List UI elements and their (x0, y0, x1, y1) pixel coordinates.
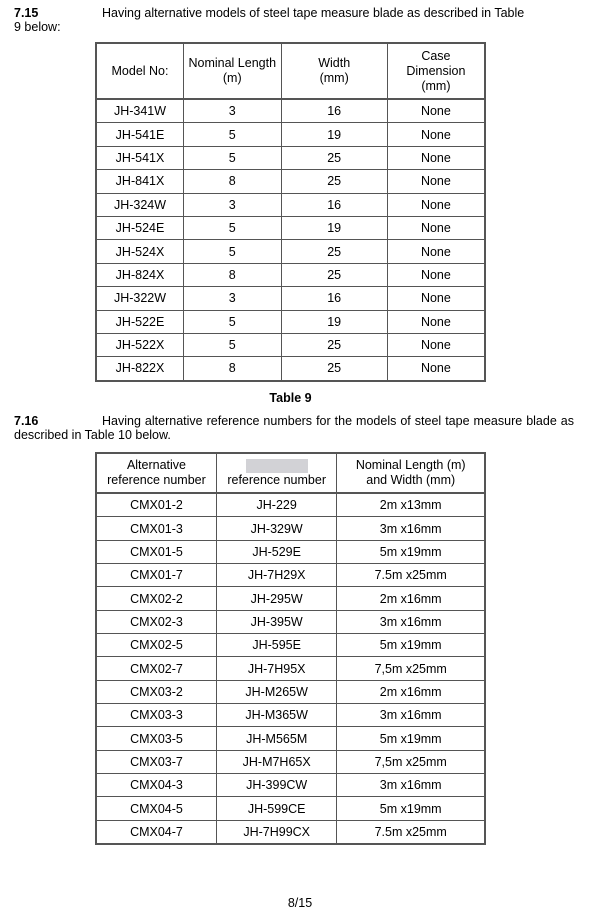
table-cell: JH-M565M (216, 727, 336, 750)
table-row (96, 493, 485, 517)
header-nominal-length: Nominal Length (m) (184, 43, 282, 99)
table-cell: JH-324W (96, 193, 184, 216)
table-cell: 2m x13mm (337, 493, 485, 517)
clause-text-line1: Having alternative models of steel tape measure blade as described in Table (102, 6, 525, 20)
redacted-text (246, 459, 308, 473)
table-cell: 19 (281, 310, 387, 333)
table-cell: JH-522X (96, 333, 184, 356)
table-cell: JH-329W (216, 517, 336, 540)
table-cell: 5 (184, 240, 282, 263)
header-reference-number-label: reference number (227, 473, 326, 487)
table-cell: 19 (281, 123, 387, 146)
table-cell: None (387, 99, 485, 123)
table-row (96, 540, 485, 563)
clause-7-16 (14, 414, 574, 442)
table-cell: CMX02-2 (96, 587, 216, 610)
table-cell: 7.5m x25mm (337, 564, 485, 587)
table-cell: CMX02-7 (96, 657, 216, 680)
header-alternative-reference: Alternative reference number (96, 453, 216, 493)
table-cell: JH-599CE (216, 797, 336, 820)
table-cell: 25 (281, 263, 387, 286)
table-cell: 5 (184, 216, 282, 239)
table-cell: None (387, 146, 485, 169)
table-row (96, 517, 485, 540)
table-cell: 16 (281, 193, 387, 216)
table-cell: 2m x16mm (337, 587, 485, 610)
table-10 (95, 452, 486, 845)
table-cell: CMX01-2 (96, 493, 216, 517)
table-cell: CMX04-7 (96, 820, 216, 844)
table-cell: JH-322W (96, 287, 184, 310)
table-cell: JH-295W (216, 587, 336, 610)
table-cell: 25 (281, 170, 387, 193)
header-width: Width (mm) (281, 43, 387, 99)
table-cell: CMX01-7 (96, 564, 216, 587)
table-row (96, 216, 485, 239)
table-cell: 25 (281, 240, 387, 263)
table-cell: 8 (184, 170, 282, 193)
table-cell: 7,5m x25mm (337, 657, 485, 680)
table-cell: None (387, 357, 485, 381)
header-model-no: Model No: (96, 43, 184, 99)
table-row (96, 170, 485, 193)
table-cell: 7.5m x25mm (337, 820, 485, 844)
table-cell: CMX03-2 (96, 680, 216, 703)
table-cell: None (387, 333, 485, 356)
table-cell: CMX03-3 (96, 704, 216, 727)
table-cell: CMX04-5 (96, 797, 216, 820)
table-row (96, 634, 485, 657)
table-cell: 25 (281, 333, 387, 356)
page-number: 8/15 (287, 896, 313, 910)
table-cell: 7,5m x25mm (337, 750, 485, 773)
table-cell: JH-595E (216, 634, 336, 657)
table-cell: CMX03-7 (96, 750, 216, 773)
table-cell: None (387, 216, 485, 239)
table-cell: 16 (281, 287, 387, 310)
table-cell: 2m x16mm (337, 680, 485, 703)
table-cell: 5 (184, 310, 282, 333)
clause-text-line2: 9 below: (14, 20, 61, 34)
table-cell: None (387, 287, 485, 310)
header-nominal-length-width: Nominal Length (m) and Width (mm) (337, 453, 485, 493)
table-cell: JH-522E (96, 310, 184, 333)
table-cell: JH-7H99CX (216, 820, 336, 844)
clause-number: 7.16 (14, 414, 39, 428)
table-row (96, 727, 485, 750)
table-cell: JH-M365W (216, 704, 336, 727)
table-cell: CMX01-3 (96, 517, 216, 540)
table-cell: 5m x19mm (337, 634, 485, 657)
table-row (96, 287, 485, 310)
table-cell: JH-841X (96, 170, 184, 193)
table-9-caption: Table 9 (269, 391, 312, 405)
table-row (96, 333, 485, 356)
table-row (96, 263, 485, 286)
header-reference-number (216, 453, 336, 493)
table-cell: JH-341W (96, 99, 184, 123)
table-cell: 3 (184, 99, 282, 123)
table-cell: 25 (281, 146, 387, 169)
clause-text: Having alternative reference numbers for the models of steel tape measure blade as described in Table 10 below. (14, 414, 574, 442)
table-row (96, 774, 485, 797)
table-cell: CMX03-5 (96, 727, 216, 750)
table-cell: JH-524X (96, 240, 184, 263)
table-cell: 3 (184, 193, 282, 216)
table-cell: None (387, 193, 485, 216)
table-cell: JH-824X (96, 263, 184, 286)
table-cell: 19 (281, 216, 387, 239)
table-cell: None (387, 170, 485, 193)
header-case-dimension: Case Dimension (mm) (387, 43, 485, 99)
table-cell: 5m x19mm (337, 797, 485, 820)
table-cell: 5m x19mm (337, 727, 485, 750)
table-cell: 3m x16mm (337, 704, 485, 727)
table-cell: JH-7H95X (216, 657, 336, 680)
table-cell: CMX02-5 (96, 634, 216, 657)
table-row (96, 99, 485, 123)
table-cell: JH-529E (216, 540, 336, 563)
table-row (96, 146, 485, 169)
table-cell: CMX01-5 (96, 540, 216, 563)
table-cell: JH-399CW (216, 774, 336, 797)
table-cell: JH-229 (216, 493, 336, 517)
table-cell: 16 (281, 99, 387, 123)
table-cell: 5 (184, 123, 282, 146)
table-cell: None (387, 123, 485, 146)
table-cell: 3m x16mm (337, 774, 485, 797)
table-cell: JH-822X (96, 357, 184, 381)
table-header-row (96, 43, 485, 99)
table-cell: 5 (184, 333, 282, 356)
table-cell: CMX04-3 (96, 774, 216, 797)
table-cell: 3m x16mm (337, 610, 485, 633)
table-cell: JH-541X (96, 146, 184, 169)
table-cell: JH-M7H65X (216, 750, 336, 773)
table-cell: JH-541E (96, 123, 184, 146)
table-row (96, 587, 485, 610)
table-cell: 25 (281, 357, 387, 381)
table-cell: 5 (184, 146, 282, 169)
table-row (96, 680, 485, 703)
table-header-row (96, 453, 485, 493)
table-row (96, 123, 485, 146)
table-row (96, 240, 485, 263)
table-cell: None (387, 310, 485, 333)
table-row (96, 657, 485, 680)
table-cell: JH-395W (216, 610, 336, 633)
table-row (96, 193, 485, 216)
table-9 (95, 42, 486, 382)
table-row (96, 564, 485, 587)
clause-7-15 (14, 6, 574, 34)
table-cell: 8 (184, 263, 282, 286)
table-cell: None (387, 263, 485, 286)
table-cell: None (387, 240, 485, 263)
table-row (96, 610, 485, 633)
table-cell: JH-7H29X (216, 564, 336, 587)
table-cell: JH-M265W (216, 680, 336, 703)
table-row (96, 310, 485, 333)
table-cell: 5m x19mm (337, 540, 485, 563)
table-cell: JH-524E (96, 216, 184, 239)
table-cell: CMX02-3 (96, 610, 216, 633)
table-cell: 3 (184, 287, 282, 310)
table-row (96, 357, 485, 381)
clause-number: 7.15 (14, 6, 39, 20)
table-row (96, 820, 485, 844)
table-row (96, 750, 485, 773)
table-cell: 8 (184, 357, 282, 381)
table-row (96, 704, 485, 727)
table-cell: 3m x16mm (337, 517, 485, 540)
table-row (96, 797, 485, 820)
